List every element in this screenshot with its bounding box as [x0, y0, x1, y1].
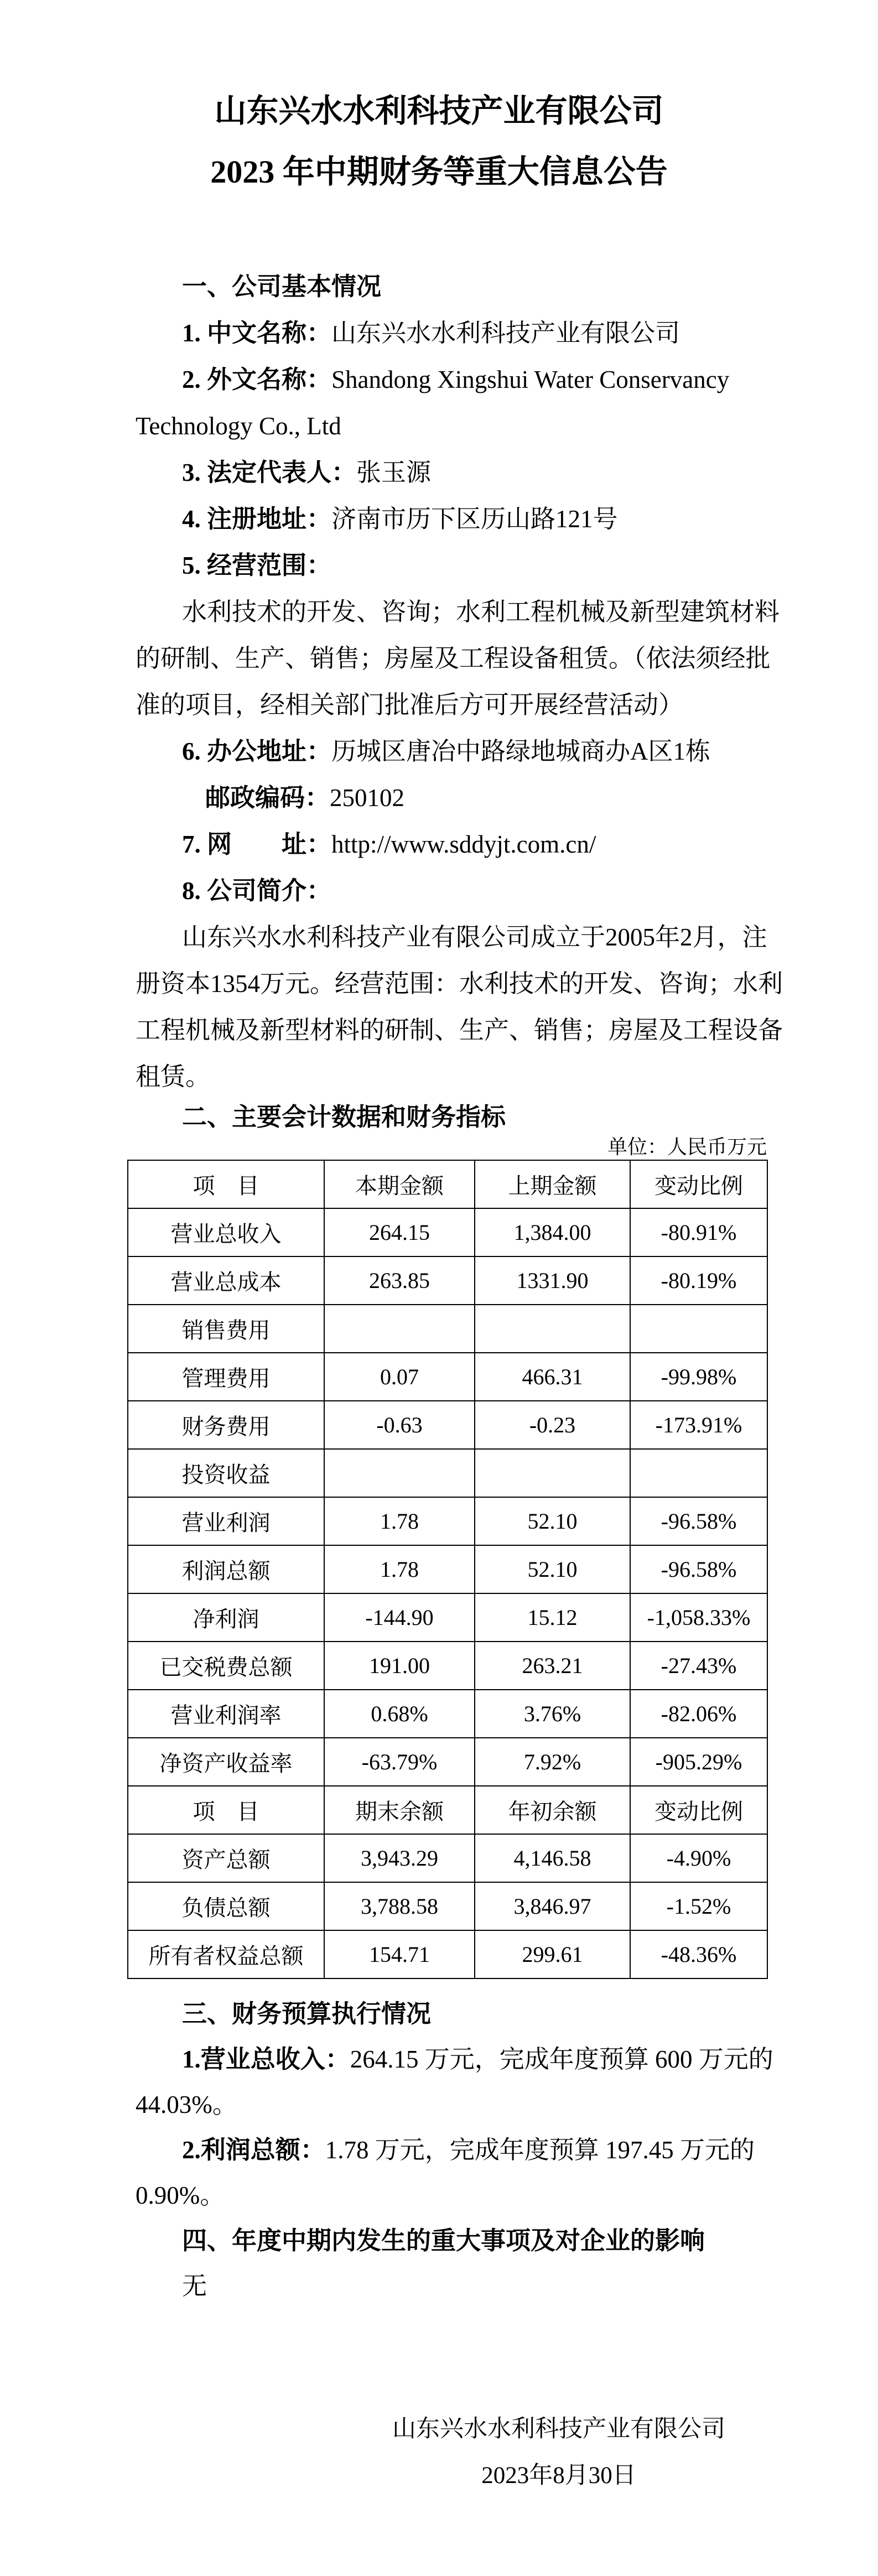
signature-block: [387, 2406, 730, 2499]
item-registered-address-label: 4. 注册地址：: [182, 505, 332, 533]
item-office-address: [136, 728, 878, 775]
budget-profit-label: 2.利润总额：: [182, 2136, 325, 2164]
business-scope-line3: 准的项目，经相关部门批准后方可开展经营活动）: [136, 691, 684, 719]
table-row: [128, 1642, 767, 1690]
cell-value: 299.61: [475, 1930, 630, 1978]
table-row: [128, 1690, 767, 1738]
item-legal-representative-label: 3. 法定代表人：: [182, 459, 357, 486]
budget-revenue-label: 1.营业总收入：: [182, 2045, 350, 2073]
budget-profit-continuation: 0.90%。: [136, 2182, 225, 2209]
item-company-profile-label: 8. 公司简介：: [182, 877, 332, 905]
cell-value: -82.06%: [630, 1690, 767, 1738]
cell-value: [630, 1305, 767, 1353]
section-company-basic-info: [0, 263, 878, 1100]
cell-value: 4,146.58: [475, 1834, 630, 1882]
row-label: 负债总额: [128, 1882, 324, 1930]
header-cell-change: 变动比例: [630, 1786, 767, 1834]
company-profile-line1: 山东兴水水利科技产业有限公司成立于2005年2月，注: [182, 923, 767, 951]
section2-heading: 二、主要会计数据和财务指标: [182, 1103, 506, 1131]
cell-value: 15.12: [475, 1593, 630, 1642]
row-label: 营业总收入: [128, 1208, 324, 1256]
cell-value: 1.78: [324, 1497, 475, 1545]
item-chinese-name-value: 山东兴水水利科技产业有限公司: [331, 319, 680, 347]
item-legal-representative-value: 张玉源: [356, 459, 432, 486]
business-scope-line2: 的研制、生产、销售；房屋及工程设备租赁。（依法须经批: [136, 645, 771, 672]
cell-value: -96.58%: [630, 1545, 767, 1593]
cell-value: 3,788.58: [324, 1882, 475, 1930]
cell-value: -1,058.33%: [630, 1593, 767, 1642]
cell-value: [324, 1449, 475, 1497]
header-cell-item: 项 目: [128, 1160, 324, 1208]
document-title-line1: 山东兴水水利科技产业有限公司: [214, 93, 664, 129]
item-chinese-name-label: 1. 中文名称：: [182, 319, 332, 347]
row-label: 销售费用: [128, 1305, 324, 1353]
cell-value: 1,384.00: [475, 1208, 630, 1256]
cell-value: -1.52%: [630, 1882, 767, 1930]
item-website-value: http://www.sddyjt.com.cn/: [331, 830, 596, 858]
header-cell-change: 变动比例: [630, 1160, 767, 1208]
table-row: [128, 1593, 767, 1642]
item-business-scope: [136, 542, 878, 589]
cell-value: 263.85: [324, 1256, 475, 1305]
table-row: [128, 1545, 767, 1593]
budget-profit-line: [136, 2127, 878, 2173]
cell-value: 466.31: [475, 1353, 630, 1401]
table-header-row-balance: [128, 1786, 767, 1834]
row-label: 净资产收益率: [128, 1738, 324, 1786]
item-foreign-name-continuation: Technology Co., Ltd: [136, 412, 341, 440]
currency-unit-note: 单位：人民币万元: [607, 1136, 767, 1158]
row-label: 已交税费总额: [128, 1642, 324, 1690]
cell-value: -48.36%: [630, 1930, 767, 1978]
header-cell-prior: 上期金额: [475, 1160, 630, 1208]
cell-value: -144.90: [324, 1593, 475, 1642]
item-business-scope-label: 5. 经营范围：: [182, 552, 332, 579]
company-profile-line4: 租赁。: [136, 1063, 211, 1090]
item-foreign-name-label: 2. 外文名称：: [182, 366, 332, 393]
item-website-label: 7. 网 址：: [182, 830, 332, 858]
table-row: [128, 1930, 767, 1978]
cell-value: 3,943.29: [324, 1834, 475, 1882]
section1-heading: 一、公司基本情况: [182, 273, 382, 300]
row-label: 净利润: [128, 1593, 324, 1642]
header-cell-ending-balance: 期末余额: [324, 1786, 475, 1834]
item-registered-address: [136, 496, 878, 542]
item-foreign-name: [136, 356, 878, 403]
row-label: 投资收益: [128, 1449, 324, 1497]
row-label: 管理费用: [128, 1353, 324, 1401]
company-profile-line2: 册资本1354万元。经营范围：水利技术的开发、咨询；水利: [136, 970, 783, 998]
item-postal-code-label: 邮政编码：: [205, 784, 330, 812]
item-foreign-name-value: Shandong Xingshui Water Conservancy: [331, 366, 730, 393]
header-cell-beginning-balance: 年初余额: [475, 1786, 630, 1834]
cell-value: 154.71: [324, 1930, 475, 1978]
table-row: [128, 1208, 767, 1256]
cell-value: -0.63: [324, 1401, 475, 1449]
cell-value: 264.15: [324, 1208, 475, 1256]
table-row: [128, 1497, 767, 1545]
cell-value: -4.90%: [630, 1834, 767, 1882]
cell-value: 263.21: [475, 1642, 630, 1690]
cell-value: 0.68%: [324, 1690, 475, 1738]
signature-company-name: 山东兴水水利科技产业有限公司: [392, 2416, 725, 2442]
budget-revenue-value: 264.15 万元，完成年度预算 600 万元的: [350, 2045, 773, 2073]
budget-revenue-continuation: 44.03%。: [136, 2091, 237, 2118]
row-label: 营业总成本: [128, 1256, 324, 1305]
cell-value: -99.98%: [630, 1353, 767, 1401]
cell-value: 52.10: [475, 1497, 630, 1545]
cell-value: 1.78: [324, 1545, 475, 1593]
cell-value: -80.19%: [630, 1256, 767, 1305]
cell-value: -0.23: [475, 1401, 630, 1449]
cell-value: [630, 1449, 767, 1497]
row-label: 营业利润率: [128, 1690, 324, 1738]
row-label: 资产总额: [128, 1834, 324, 1882]
item-postal-code-value: 250102: [330, 784, 405, 812]
item-chinese-name: [136, 310, 878, 356]
cell-value: [475, 1305, 630, 1353]
table-row: [128, 1738, 767, 1786]
table-row: [128, 1256, 767, 1305]
cell-value: -905.29%: [630, 1738, 767, 1786]
budget-revenue-line: [136, 2037, 878, 2082]
cell-value: [475, 1449, 630, 1497]
cell-value: 1331.90: [475, 1256, 630, 1305]
cell-value: 3,846.97: [475, 1882, 630, 1930]
section3-heading: 三、财务预算执行情况: [182, 2000, 432, 2028]
table-row: [128, 1401, 767, 1449]
cell-value: 3.76%: [475, 1690, 630, 1738]
cell-value: [324, 1305, 475, 1353]
table-row: [128, 1305, 767, 1353]
item-office-address-label: 6. 办公地址：: [182, 738, 332, 765]
cell-value: 191.00: [324, 1642, 475, 1690]
cell-value: -63.79%: [324, 1738, 475, 1786]
table-row: [128, 1834, 767, 1882]
cell-value: 7.92%: [475, 1738, 630, 1786]
row-label: 财务费用: [128, 1401, 324, 1449]
signature-date: 2023年8月30日: [481, 2463, 636, 2489]
item-company-profile: [136, 868, 878, 914]
cell-value: -96.58%: [630, 1497, 767, 1545]
header-cell-item: 项 目: [128, 1786, 324, 1834]
table-row: [128, 1882, 767, 1930]
table-header-row: [128, 1160, 767, 1208]
cell-value: -27.43%: [630, 1642, 767, 1690]
budget-profit-value: 1.78 万元，完成年度预算 197.45 万元的: [325, 2136, 755, 2164]
item-website: [136, 821, 878, 868]
section-budget-execution: [0, 1991, 878, 2309]
financial-indicators-table: [127, 1160, 768, 1979]
row-label: 所有者权益总额: [128, 1930, 324, 1978]
section4-heading: 四、年度中期内发生的重大事项及对企业的影响: [182, 2227, 705, 2255]
row-label: 营业利润: [128, 1497, 324, 1545]
cell-value: -173.91%: [630, 1401, 767, 1449]
item-postal-code: [136, 775, 878, 821]
major-events-content: 无: [182, 2272, 207, 2300]
document-title-line2: 2023 年中期财务等重大信息公告: [210, 154, 668, 190]
table-row: [128, 1449, 767, 1497]
business-scope-line1: 水利技术的开发、咨询；水利工程机械及新型建筑材料: [182, 598, 780, 626]
item-office-address-value: 历城区唐冶中路绿地城商办A区1栋: [331, 738, 711, 765]
cell-value: 52.10: [475, 1545, 630, 1593]
item-legal-representative: [136, 449, 878, 496]
cell-value: -80.91%: [630, 1208, 767, 1256]
company-profile-line3: 工程机械及新型材料的研制、生产、销售；房屋及工程设备: [136, 1016, 783, 1044]
item-registered-address-value: 济南市历下区历山路121号: [331, 505, 618, 533]
row-label: 利润总额: [128, 1545, 324, 1593]
table-row: [128, 1353, 767, 1401]
cell-value: 0.07: [324, 1353, 475, 1401]
header-cell-current: 本期金额: [324, 1160, 475, 1208]
